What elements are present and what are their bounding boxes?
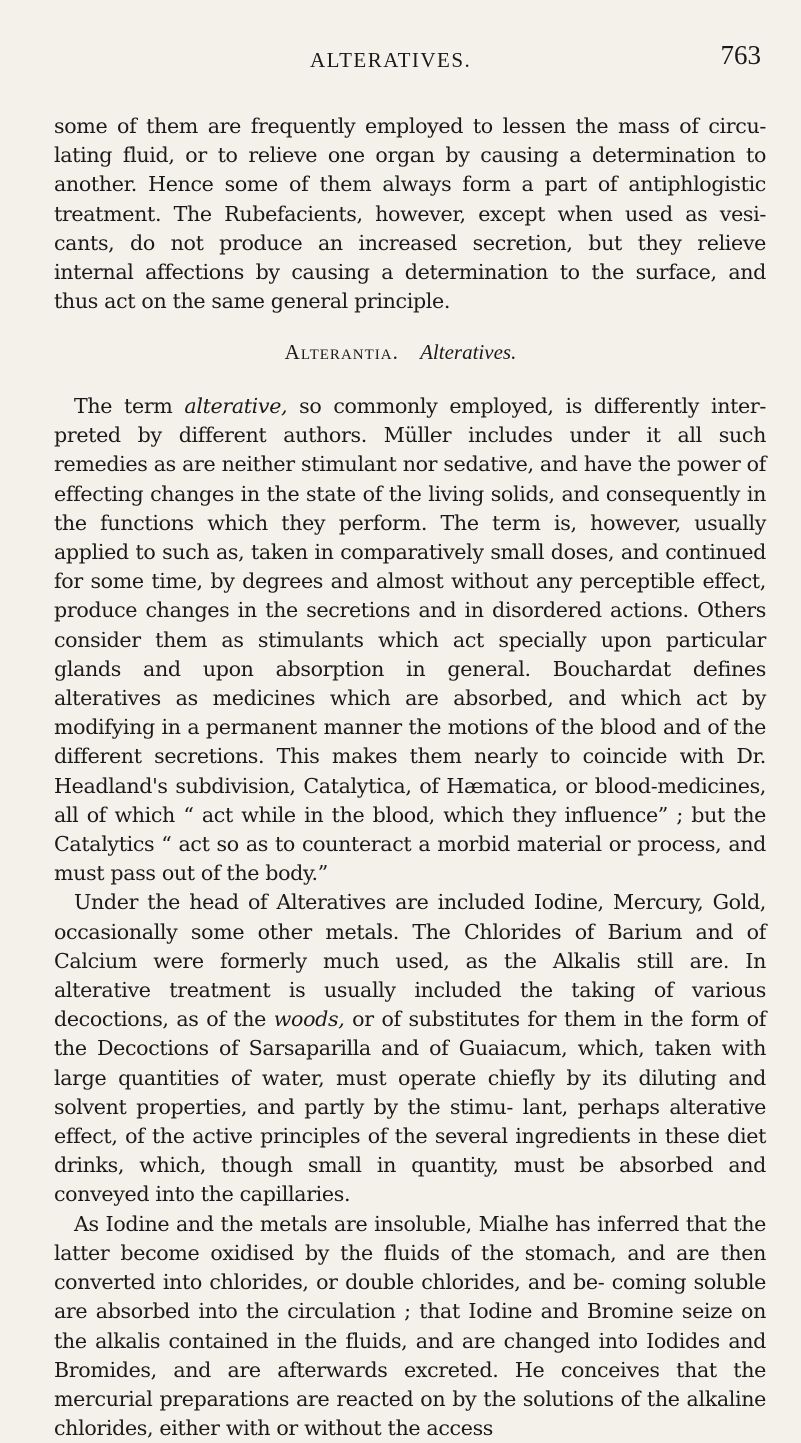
body-text bbox=[54, 392, 766, 1443]
para1-text-b: so commonly employed, is differently inter- preted by different authors. Müller includes under it all such remedies as are neither stimulant nor sedative, and have the power of effecting changes in the state of the living solids, and consequently in the functions which they perform. The term is, however, usually applied to such as, taken in comparatively small doses, and continued for some time, by degrees and almost without any perceptible effect, produce changes in the secretions and in disordered actions. Others consider them as stimulants which act specially upon particular glands and upon absorption in general. Bouchardat defines alteratives as medicines which are absorbed, and which act by modifying in a permanent manner the motions of the blood and of the different secretions. This makes them nearly to coincide with Dr. Headland's subdivision, Catalytica, of Hæmatica, or blood-medicines, all of which “ act while in the blood, which they influence” ; but the Catalytics “ act so as to counteract a morbid material or process, and must pass out of the body.” bbox=[54, 394, 766, 886]
term-woods: woods, bbox=[273, 1007, 345, 1032]
section-heading bbox=[0, 340, 801, 365]
section-english-title: Alteratives. bbox=[420, 340, 517, 364]
para1-text-a: The term bbox=[74, 394, 185, 418]
page-header bbox=[0, 40, 801, 80]
page-number: 763 bbox=[720, 40, 761, 70]
intro-text: some of them are frequently employed to lessen the mass of circu- lating fluid, or to relieve one organ by causing a determination to another. Hence some of them always form a part of antiphlogistic treatment. The Rubefacients, however, except when used as vesi- cants, do not produce an increased secretion, but they relieve internal affections by causing a determination to the surface, and thus act on the same general principle. bbox=[54, 114, 766, 314]
para2-text-a: Under the head of Alteratives are included Iodine, Mercury, Gold, occasionally some other metals. The Chlorides of Barium and of Calcium were formerly much used, as the Alkalis still are. In alterative treatment is usually included the taking of various decoctions, as of the bbox=[54, 890, 766, 1032]
running-head: ALTERATIVES. bbox=[310, 48, 472, 72]
section-latin-title: Alterantia. bbox=[284, 340, 399, 364]
para2-text-b: or of substitutes for them in the form of the Decoctions of Sarsaparilla and of Guaiacum, which, taken with large quantities of water, must operate chiefly by its diluting and solvent properties, and partly by the stimu- lant, perhaps alterative effect, of the active principles of the several ingredients in these diet drinks, which, though small in quantity, must be absorbed and conveyed into the capillaries. bbox=[54, 1007, 766, 1207]
paragraph-alterative-agents bbox=[54, 888, 766, 1209]
intro-paragraph bbox=[54, 112, 766, 316]
paragraph-mialhe-theory: As Iodine and the metals are insoluble, Mialhe has inferred that the latter become oxidised by the fluids of the stomach, and are then converted into chlorides, or double chlorides, and be- coming soluble are absorbed into the circulation ; that Iodine and Bromine seize on the alkalis contained in the fluids, and are changed into Iodides and Bromides, and are afterwards excreted. He conceives that the mercurial preparations are reacted on by the solutions of the alkaline chlorides, either with or without the access bbox=[54, 1211, 766, 1441]
term-alterative: alterative, bbox=[184, 394, 288, 418]
paragraph-alterative-definition bbox=[54, 392, 766, 888]
